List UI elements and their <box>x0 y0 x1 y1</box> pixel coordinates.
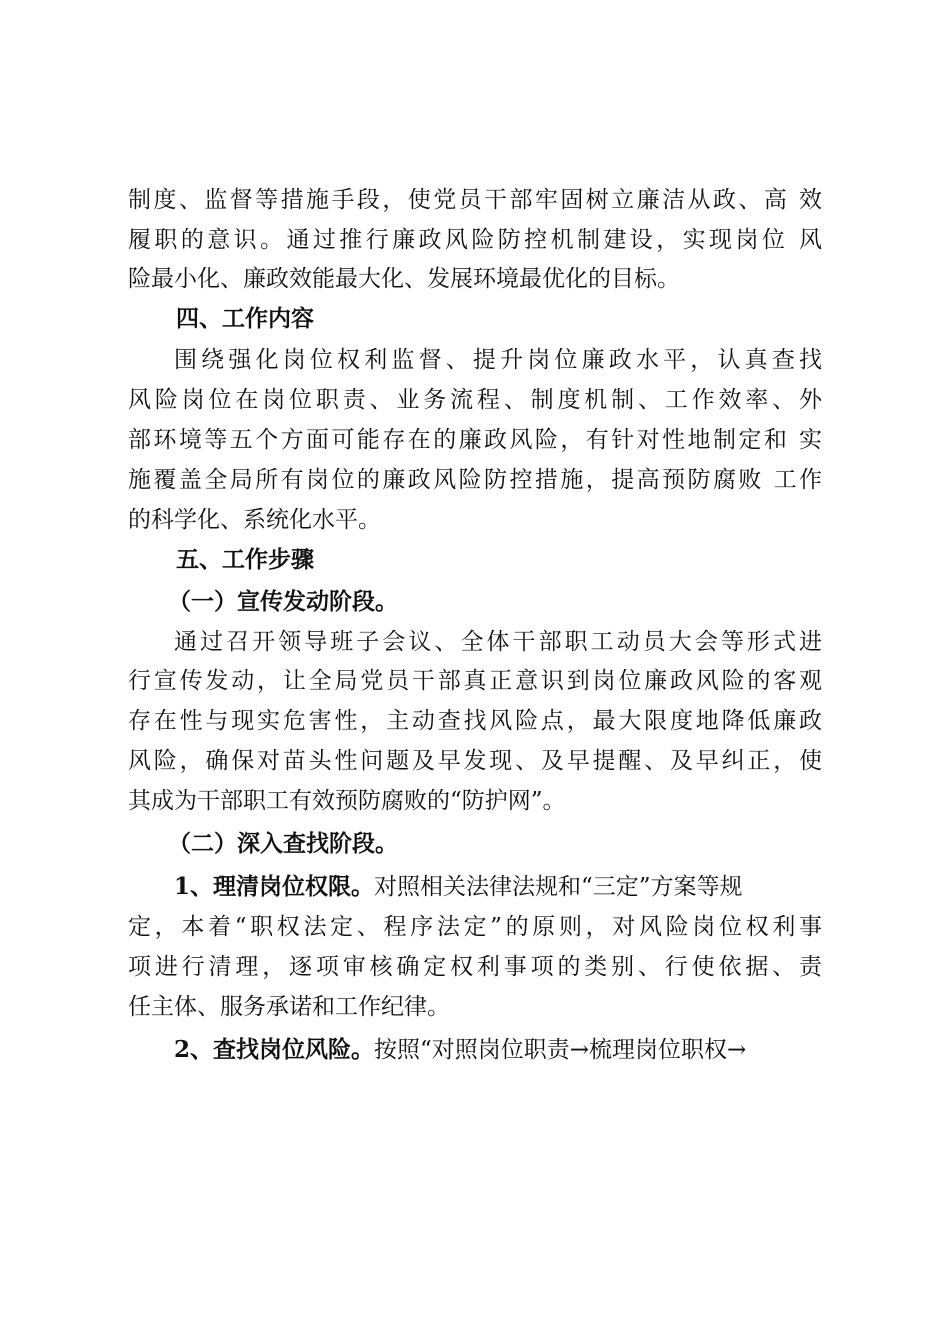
paragraph-line: 险最小化、廉政效能最大化、发展环境最优化的目标。 <box>128 266 680 292</box>
subsection-heading-1: （一）宣传发动阶段。 <box>168 588 398 615</box>
paragraph-line: 通过召开领导班子会议、全体干部职工动员大会等形式进 <box>174 629 822 655</box>
paragraph-line: 围绕强化岗位权利监督、提升岗位廉政水平，认真查找 <box>174 347 822 373</box>
subsection-heading-2: （二）深入查找阶段。 <box>168 830 398 857</box>
paragraph-line: 风险，确保对苗头性问题及早发现、及早提醒、及早纠正，使 <box>128 748 822 774</box>
paragraph-line: 其成为干部职工有效预防腐败的“防护网”。 <box>128 788 566 814</box>
item-text: 按照“对照岗位职责→梳理岗位职权→ <box>374 1037 747 1063</box>
section-heading-5: 五、工作步骤 <box>176 546 314 573</box>
paragraph-line <box>174 1030 822 1070</box>
paragraph-line: 风险岗位在岗位职责、业务流程、制度机制、工作效率、外 <box>128 387 822 413</box>
paragraph-line: 履职的意识。通过推行廉政风险防控机制建设，实现岗位 风 <box>128 227 822 253</box>
paragraph-line: 项进行清理，逐项审核确定权利事项的类别、行使依据、责 <box>128 954 822 980</box>
paragraph-line: 部环境等五个方面可能存在的廉政风险，有针对性地制定和 实 <box>128 427 822 453</box>
paragraph-line: 制度、监督等措施手段，使党员干部牢固树立廉洁从政、高 效 <box>128 187 822 213</box>
item-title-2: 2、查找岗位风险。 <box>174 1036 375 1063</box>
paragraph-line: 定，本着“职权法定、程序法定”的原则，对风险岗位权利事 <box>128 914 822 940</box>
item-title-1: 1、理清岗位权限。 <box>174 873 375 900</box>
paragraph-line: 施覆盖全局所有岗位的廉政风险防控措施，提高预防腐败 工作 <box>128 467 822 493</box>
paragraph-line <box>174 867 822 907</box>
paragraph-line: 的科学化、系统化水平。 <box>128 507 381 533</box>
item-text: 对照相关法律法规和“三定”方案等规 <box>374 874 743 900</box>
section-heading-4: 四、工作内容 <box>176 305 314 332</box>
paragraph-line: 行宣传发动，让全局党员干部真正意识到岗位廉政风险的客观 <box>128 668 822 694</box>
paragraph-line: 存在性与现实危害性，主动查找风险点，最大限度地降低廉政 <box>128 708 822 734</box>
paragraph-line: 任主体、服务承诺和工作纪律。 <box>128 994 450 1020</box>
